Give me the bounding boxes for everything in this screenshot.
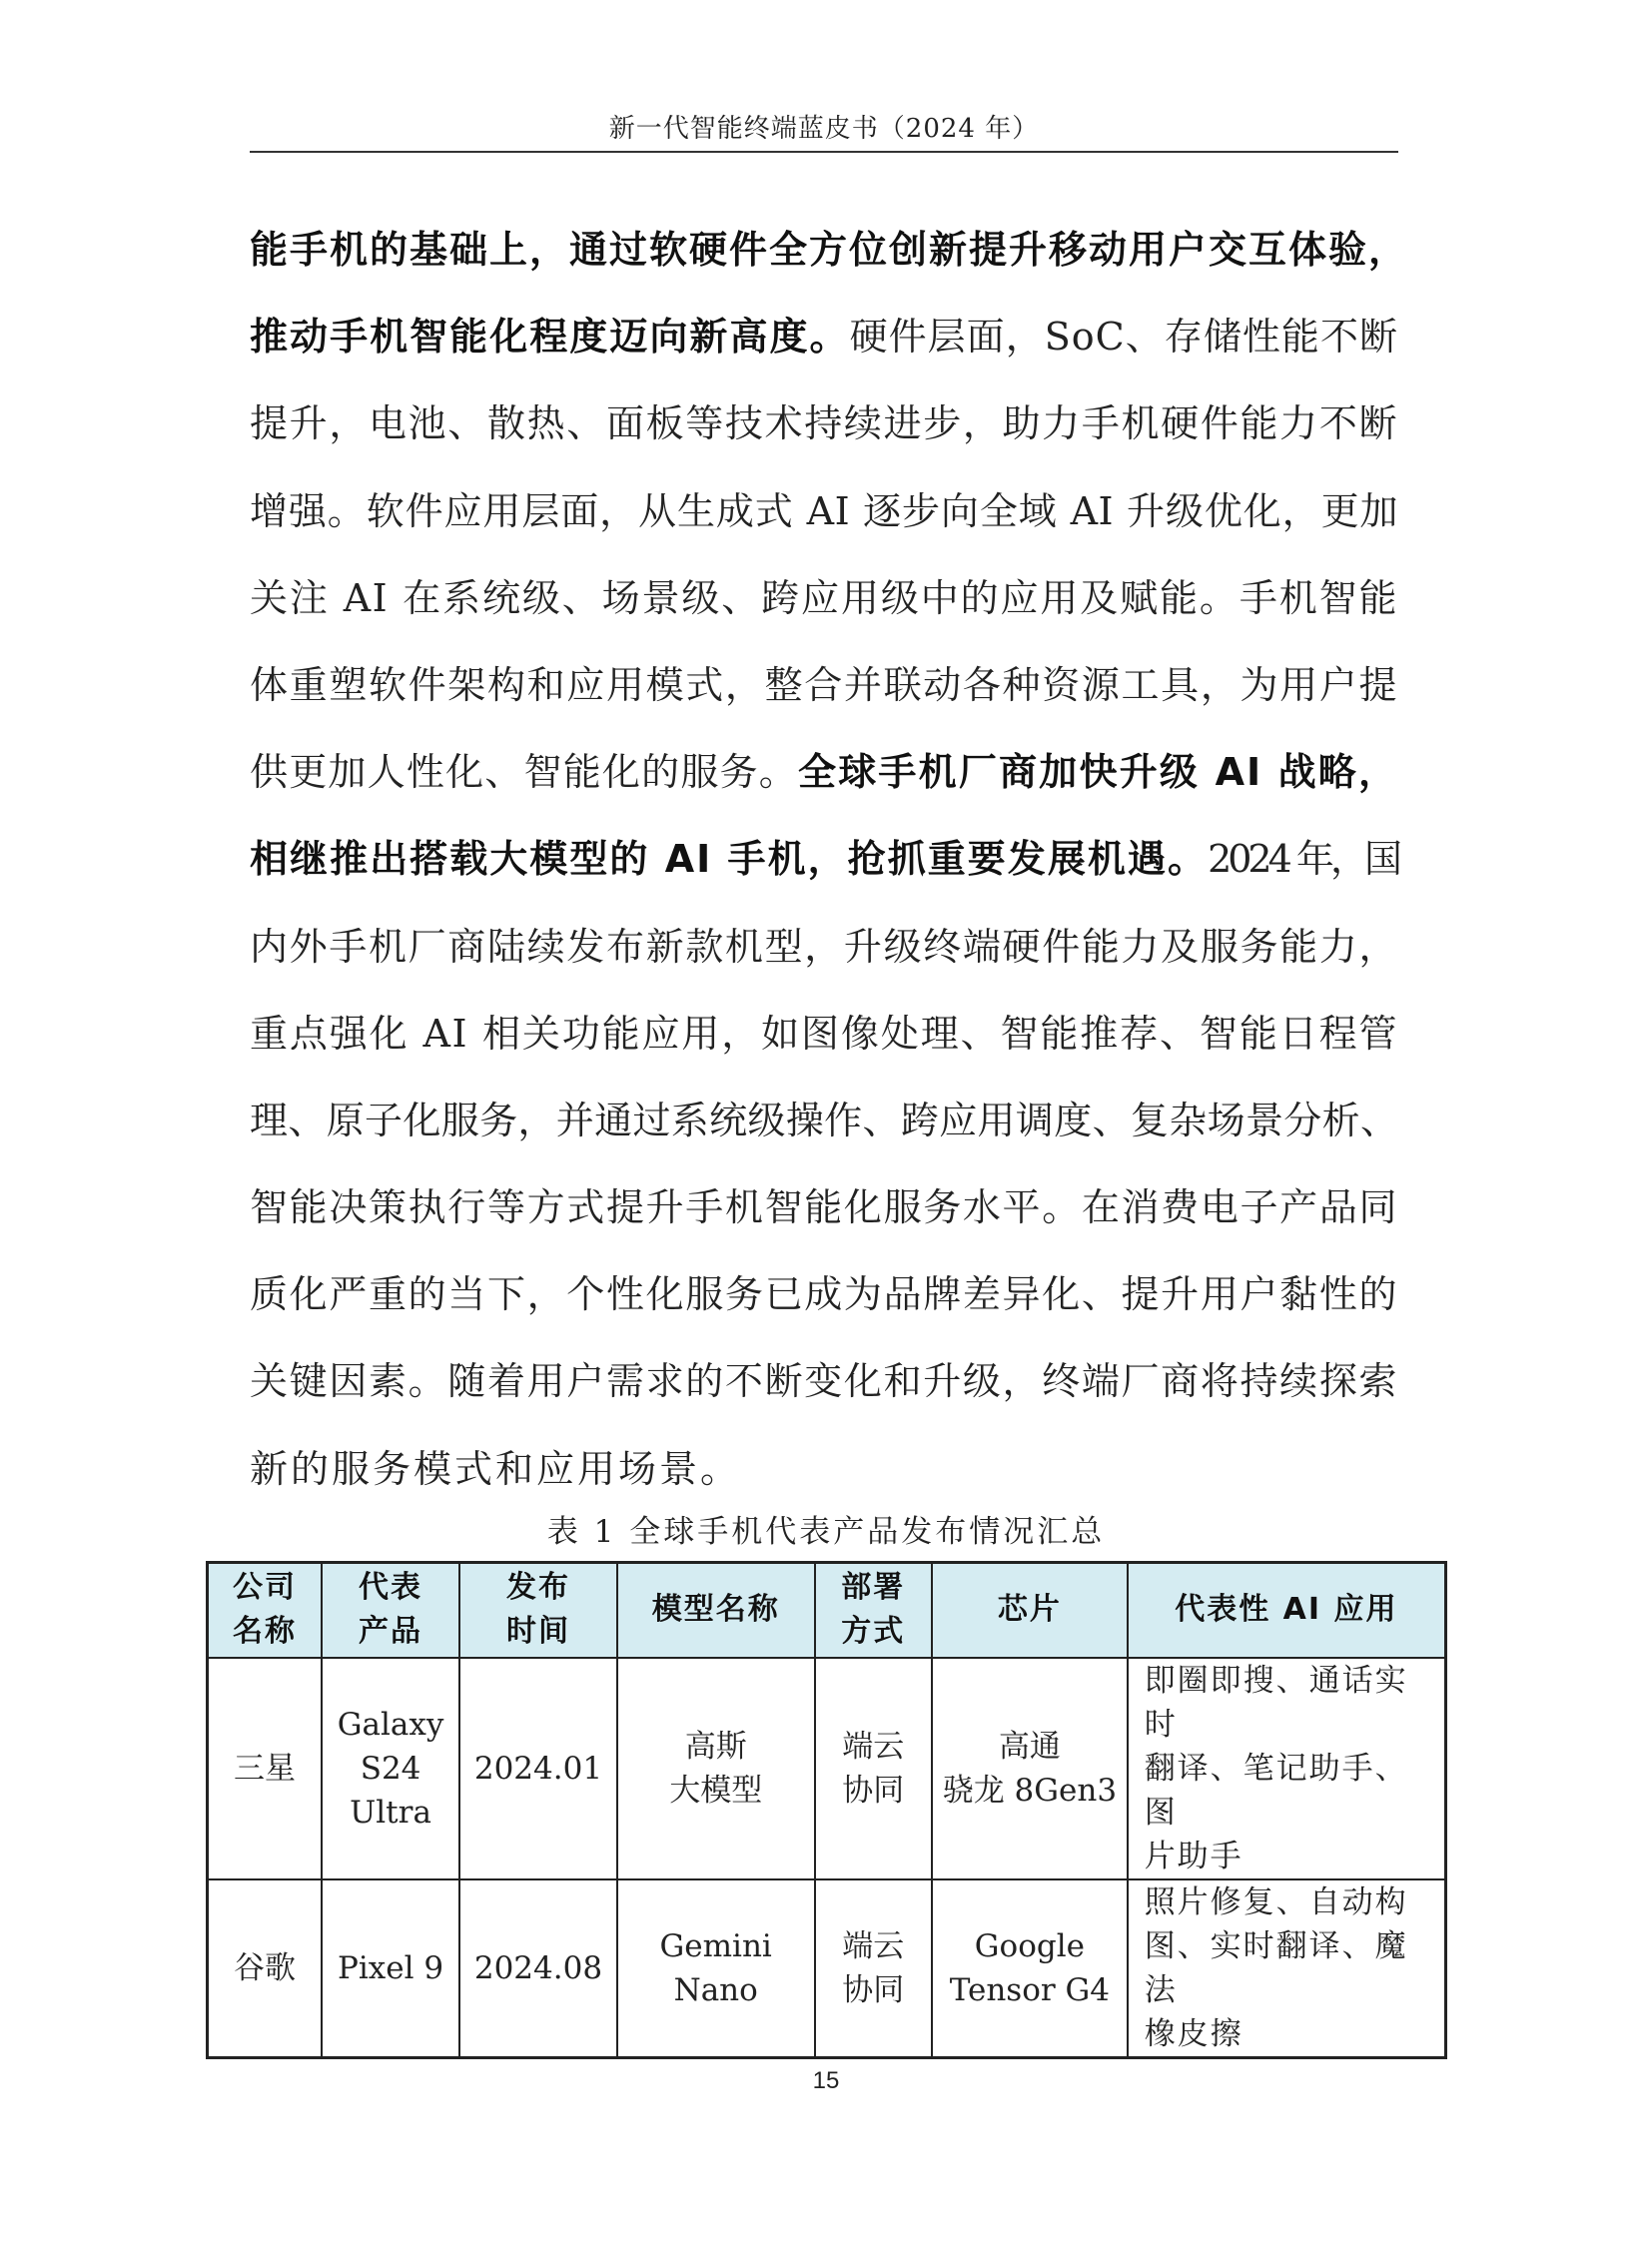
body-text-segment: 提升，电池、散热、面板等技术持续进步，助力手机硬件能力不断 [250, 401, 1398, 446]
body-text-segment: 增强。软件应用层面，从生成式 AI 逐步向全域 AI 升级优化，更加 [250, 488, 1398, 533]
col-header-chip: 芯片 [932, 1563, 1128, 1658]
body-paragraph [250, 207, 1409, 1513]
paragraph-line [250, 1426, 1398, 1513]
emphasis-text: 全球手机厂商加快升级 AI 战略， [798, 750, 1398, 795]
cell-product: Pixel 9 [322, 1879, 459, 2058]
cell-deployment: 端云 协同 [815, 1879, 933, 2058]
body-text-segment: 智能决策执行等方式提升手机智能化服务水平。在消费电子产品同 [250, 1185, 1398, 1230]
paragraph-line [250, 1078, 1398, 1164]
body-text-segment: 供更加人性化、智能化的服务。 [250, 750, 798, 795]
col-header-company: 公司 名称 [208, 1563, 323, 1658]
table-row [208, 1879, 1446, 2058]
cell-release-date: 2024.01 [459, 1658, 617, 1879]
products-table [206, 1561, 1447, 2059]
paragraph-line [250, 380, 1398, 467]
paragraph-line [250, 468, 1398, 555]
body-text-segment: 重点强化 AI 相关功能应用，如图像处理、智能推荐、智能日程管 [250, 1011, 1398, 1056]
table-header-row [208, 1563, 1446, 1658]
col-header-model-name: 模型名称 [617, 1563, 815, 1658]
cell-chip: Google Tensor G4 [932, 1879, 1128, 2058]
page-number: 15 [812, 2067, 840, 2094]
body-text-segment: 理、原子化服务，并通过系统级操作、跨应用调度、复杂场景分析、 [250, 1098, 1398, 1142]
body-text-segment: 质化严重的当下，个性化服务已成为品牌差异化、提升用户黏性的 [250, 1272, 1398, 1317]
table-row [208, 1658, 1446, 1879]
cell-release-date: 2024.08 [459, 1879, 617, 2058]
col-header-ai-apps: 代表性 AI 应用 [1128, 1563, 1446, 1658]
paragraph-line [250, 642, 1398, 729]
paragraph-line [250, 816, 1398, 903]
body-text-segment: 关注 AI 在系统级、场景级、跨应用级中的应用及赋能。手机智能 [250, 575, 1398, 620]
cell-product: Galaxy S24 Ultra [322, 1658, 459, 1879]
cell-ai-apps: 照片修复、自动构 图、实时翻译、魔法 橡皮擦 [1128, 1879, 1446, 2058]
paragraph-line [250, 1251, 1398, 1338]
header-rule [250, 151, 1398, 153]
cell-model-name: Gemini Nano [617, 1879, 815, 2058]
col-header-deployment: 部署 方式 [815, 1563, 933, 1658]
body-text-segment: 内外手机厂商陆续发布新款机型，升级终端硬件能力及服务能力， [250, 924, 1398, 969]
paragraph-line [250, 729, 1398, 816]
paragraph-line [250, 1164, 1398, 1251]
paragraph-line [250, 991, 1398, 1078]
running-header: 新一代智能终端蓝皮书（2024 年） [608, 114, 1040, 144]
paragraph-line [250, 904, 1398, 991]
paragraph-line [250, 555, 1398, 642]
cell-deployment: 端云 协同 [815, 1658, 933, 1879]
emphasis-text: 推动手机智能化程度迈向新高度。 [250, 315, 850, 360]
body-text-segment: 关键因素。随着用户需求的不断变化和升级，终端厂商将持续探索 [250, 1359, 1398, 1404]
body-text-segment: 硬件层面，SoC、存储性能不断 [849, 315, 1398, 360]
cell-company: 谷歌 [208, 1879, 323, 2058]
emphasis-text: 相继推出搭载大模型的 AI 手机，抢抓重要发展机遇。 [250, 837, 1209, 882]
paragraph-line [250, 207, 1409, 294]
body-text-segment: 体重塑软件架构和应用模式，整合并联动各种资源工具，为用户提 [250, 662, 1398, 707]
cell-model-name: 高斯 大模型 [617, 1658, 815, 1879]
body-text-segment: 2024 年，国 [1208, 837, 1398, 882]
cell-ai-apps: 即圈即搜、通话实时 翻译、笔记助手、图 片助手 [1128, 1658, 1446, 1879]
table-caption: 表 1 全球手机代表产品发布情况汇总 [546, 1514, 1106, 1550]
col-header-release-date: 发布 时间 [459, 1563, 617, 1658]
paragraph-line [250, 1338, 1398, 1425]
cell-chip: 高通 骁龙 8Gen3 [932, 1658, 1128, 1879]
emphasis-text: 能手机的基础上，通过软硬件全方位创新提升移动用户交互体验， [250, 228, 1409, 272]
col-header-product: 代表 产品 [322, 1563, 459, 1658]
paragraph-line [250, 294, 1398, 380]
body-text-segment: 新的服务模式和应用场景。 [250, 1446, 742, 1491]
cell-company: 三星 [208, 1658, 323, 1879]
